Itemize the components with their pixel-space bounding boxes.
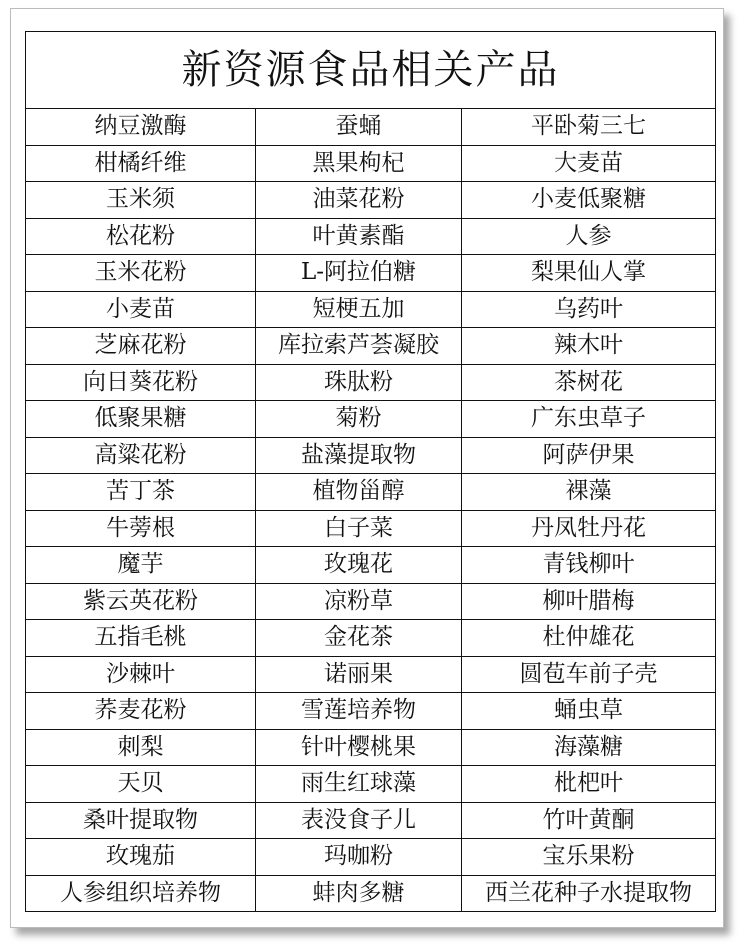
- table-cell: 盐藻提取物: [256, 437, 462, 474]
- table-cell: 凉粉草: [256, 583, 462, 620]
- table-cell: 大麦苗: [462, 145, 716, 182]
- title-row: [26, 32, 716, 109]
- table-row: [26, 766, 716, 803]
- table-cell: 玫瑰茄: [26, 839, 256, 876]
- table-cell: 蛹虫草: [462, 693, 716, 730]
- table-row: [26, 802, 716, 839]
- table-row: [26, 255, 716, 292]
- table-cell: 人参: [462, 218, 716, 255]
- table-cell: 针叶樱桃果: [256, 729, 462, 766]
- table-cell: 裸藻: [462, 474, 716, 511]
- table-cell: 松花粉: [26, 218, 256, 255]
- table-row: [26, 583, 716, 620]
- table-cell: 白子菜: [256, 510, 462, 547]
- table-row: [26, 656, 716, 693]
- table-cell: 玛咖粉: [256, 839, 462, 876]
- table-cell: 库拉索芦荟凝胶: [256, 328, 462, 365]
- table-cell: 玉米须: [26, 182, 256, 219]
- table-cell: 乌药叶: [462, 291, 716, 328]
- table-row: [26, 693, 716, 730]
- table-cell: 辣木叶: [462, 328, 716, 365]
- table-cell: 表没食子儿: [256, 802, 462, 839]
- table-row: [26, 109, 716, 146]
- table-cell: 牛蒡根: [26, 510, 256, 547]
- product-table: [25, 31, 716, 912]
- table-cell: 小麦低聚糖: [462, 182, 716, 219]
- table-row: [26, 145, 716, 182]
- table-cell: L-阿拉伯糖: [256, 255, 462, 292]
- table-cell: 低聚果糖: [26, 401, 256, 438]
- table-cell: 刺梨: [26, 729, 256, 766]
- table-cell: 海藻糖: [462, 729, 716, 766]
- table-cell: 菊粉: [256, 401, 462, 438]
- table-cell: 杜仲雄花: [462, 620, 716, 657]
- table-cell: 黑果枸杞: [256, 145, 462, 182]
- table-cell: 圆苞车前子壳: [462, 656, 716, 693]
- table-cell: 雪莲培养物: [256, 693, 462, 730]
- table-row: [26, 510, 716, 547]
- table-cell: 玫瑰花: [256, 547, 462, 584]
- table-cell: 丹凤牡丹花: [462, 510, 716, 547]
- table-cell: 梨果仙人掌: [462, 255, 716, 292]
- table-cell: 金花茶: [256, 620, 462, 657]
- table-row: [26, 547, 716, 584]
- table-row: [26, 839, 716, 876]
- table-cell: 玉米花粉: [26, 255, 256, 292]
- table-row: [26, 437, 716, 474]
- table-cell: 芝麻花粉: [26, 328, 256, 365]
- table-cell: 柑橘纤维: [26, 145, 256, 182]
- table-cell: 竹叶黄酮: [462, 802, 716, 839]
- table-row: [26, 474, 716, 511]
- table-cell: 桑叶提取物: [26, 802, 256, 839]
- table-cell: 魔芋: [26, 547, 256, 584]
- table-cell: 阿萨伊果: [462, 437, 716, 474]
- table-cell: 蚌肉多糖: [256, 875, 462, 912]
- table-cell: 广东虫草子: [462, 401, 716, 438]
- document-frame: [10, 8, 724, 928]
- table-cell: 蚕蛹: [256, 109, 462, 146]
- table-cell: 荞麦花粉: [26, 693, 256, 730]
- table-cell: 人参组织培养物: [26, 875, 256, 912]
- table-cell: 雨生红球藻: [256, 766, 462, 803]
- table-cell: 向日葵花粉: [26, 364, 256, 401]
- table-row: [26, 364, 716, 401]
- table-cell: 紫云英花粉: [26, 583, 256, 620]
- table-row: [26, 328, 716, 365]
- table-row: [26, 729, 716, 766]
- table-cell: 天贝: [26, 766, 256, 803]
- table-cell: 小麦苗: [26, 291, 256, 328]
- table-cell: 珠肽粉: [256, 364, 462, 401]
- table-cell: 宝乐果粉: [462, 839, 716, 876]
- table-cell: 高粱花粉: [26, 437, 256, 474]
- table-cell: 沙棘叶: [26, 656, 256, 693]
- table-cell: 枇杷叶: [462, 766, 716, 803]
- table-row: [26, 401, 716, 438]
- table-row: [26, 620, 716, 657]
- table-row: [26, 291, 716, 328]
- table-cell: 柳叶腊梅: [462, 583, 716, 620]
- table-row: [26, 218, 716, 255]
- table-cell: 平卧菊三七: [462, 109, 716, 146]
- table-cell: 植物甾醇: [256, 474, 462, 511]
- table-cell: 青钱柳叶: [462, 547, 716, 584]
- table-row: [26, 875, 716, 912]
- table-cell: 茶树花: [462, 364, 716, 401]
- table-cell: 纳豆激酶: [26, 109, 256, 146]
- table-row: [26, 182, 716, 219]
- table-cell: 西兰花种子水提取物: [462, 875, 716, 912]
- table-title: 新资源食品相关产品: [26, 32, 716, 109]
- table-cell: 诺丽果: [256, 656, 462, 693]
- table-cell: 五指毛桃: [26, 620, 256, 657]
- table-cell: 油菜花粉: [256, 182, 462, 219]
- table-cell: 苦丁茶: [26, 474, 256, 511]
- table-cell: 叶黄素酯: [256, 218, 462, 255]
- table-cell: 短梗五加: [256, 291, 462, 328]
